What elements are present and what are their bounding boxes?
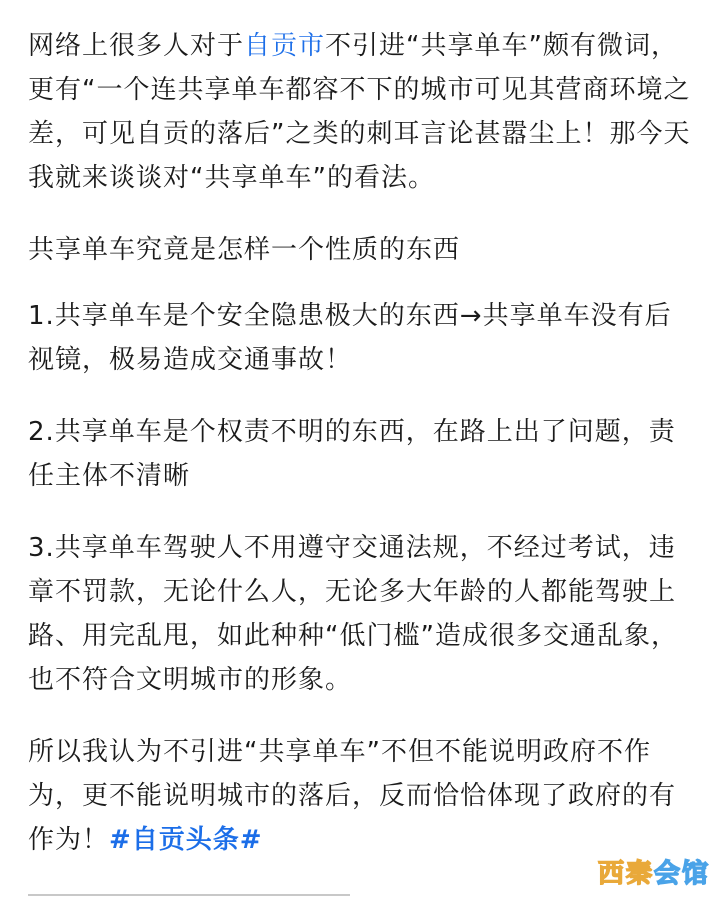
intro-text-before: 网络上很多人对于 [28,31,245,61]
paragraph-point-2: 2.共享单车是个权责不明的东西，在路上出了问题，责任主体不清晰 [28,417,676,491]
city-link[interactable]: 自贡市 [244,31,326,61]
paragraph-intro [28,24,696,200]
article-body [28,24,696,890]
paragraph-point-3: 3.共享单车驾驶人不用遵守交通法规，不经过考试，违章不罚款，无论什么人，无论多大年龄的人都能驾驶上路、用完乱甩，如此种种“低门槛”造成很多交通乱象，也不符合文明城市的形象。 [28,533,678,695]
hashtag-link[interactable]: #自贡头条# [109,825,263,855]
watermark-part-1: 西秦 [597,859,654,889]
conclusion-text: 所以我认为不引进“共享单车”不但不能说明政府不作为，更不能说明城市的落后，反而恰恰体现了政府的有作为！ [28,737,677,855]
intro-text-after: 不引进“共享单车”颇有微词，更有“一个连共享单车都容不下的城市可见其营商环境之差，可见自贡的落后”之类的刺耳言论甚嚣尘上！那今天我就来谈谈对“共享单车”的看法。 [28,31,691,193]
divider [28,894,350,896]
watermark-part-2: 会馆 [653,859,710,889]
paragraph-conclusion [28,730,696,862]
paragraph-question: 共享单车究竟是怎样一个性质的东西 [28,235,461,265]
paragraph-point-1: 1.共享单车是个安全隐患极大的东西→共享单车没有后视镜，极易造成交通事故！ [28,301,672,375]
watermark-logo [598,853,710,890]
